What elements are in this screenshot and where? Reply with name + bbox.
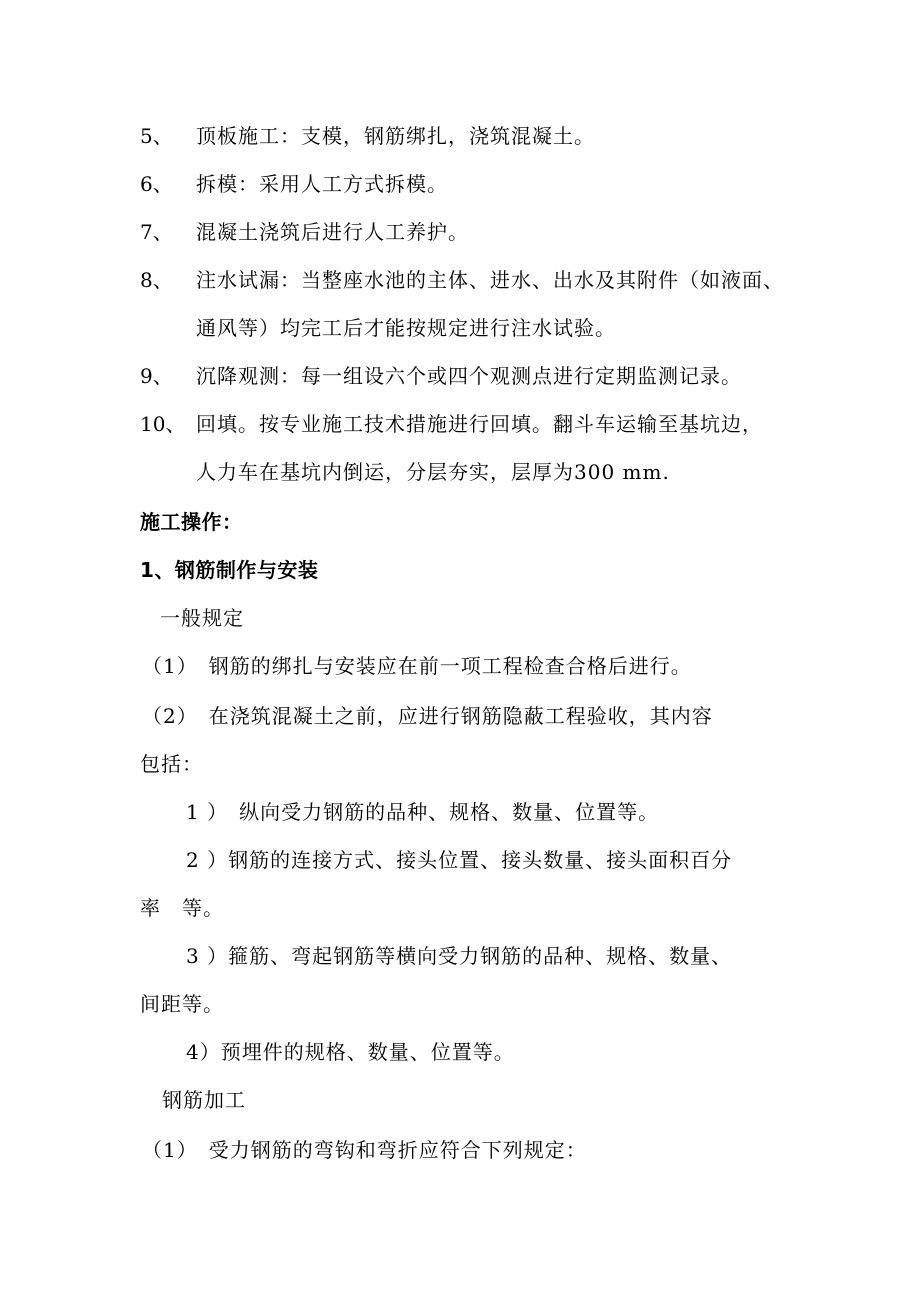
step-6-text: 拆模：采用人工方式拆模。 <box>196 172 448 196</box>
sub-item-3: 3 ）箍筋、弯起钢筋等横向受力钢筋的品种、规格、数量、 <box>186 944 733 968</box>
step-5-text: 顶板施工：支模，钢筋绑扎，浇筑混凝土。 <box>196 124 595 148</box>
subheading-general-rules: 一般规定 <box>160 606 244 630</box>
step-10-text: 回填。按专业施工技术措施进行回填。翻斗车运输至基坑边， <box>196 412 763 436</box>
general-item-1: （1） 钢筋的绑扎与安装应在前一项工程检查合格后进行。 <box>142 654 692 678</box>
step-7-number: 7、 <box>140 220 173 244</box>
step-8-number: 8、 <box>140 268 173 292</box>
step-8-text: 注水试漏：当整座水池的主体、进水、出水及其附件（如液面、 <box>196 268 784 292</box>
processing-item-1: （1） 受力钢筋的弯钩和弯折应符合下列规定： <box>142 1138 587 1162</box>
step-9-number: 9、 <box>140 364 173 388</box>
step-8-continuation: 通风等）均完工后才能按规定进行注水试验。 <box>196 316 616 340</box>
sub-item-3-continuation: 间距等。 <box>140 992 224 1016</box>
subheading-rebar-processing: 钢筋加工 <box>162 1088 246 1112</box>
step-7-text: 混凝土浇筑后进行人工养护。 <box>196 220 469 244</box>
sub-item-2: 2 ）钢筋的连接方式、接头位置、接头数量、接头面积百分 <box>186 848 733 872</box>
step-5-number: 5、 <box>140 124 173 148</box>
step-9-text: 沉降观测：每一组设六个或四个观测点进行定期监测记录。 <box>196 364 742 388</box>
sub-item-4: 4）预埋件的规格、数量、位置等。 <box>186 1040 515 1064</box>
general-item-2-continuation: 包括： <box>140 752 203 776</box>
sub-item-1: 1 ） 纵向受力钢筋的品种、规格、数量、位置等。 <box>186 800 660 824</box>
section-heading-operations: 施工操作： <box>140 510 243 534</box>
step-10-continuation: 人力车在基坑内倒运，分层夯实，层厚为300 mm. <box>196 460 670 484</box>
sub-item-2-continuation: 率 等。 <box>140 896 224 920</box>
general-item-2: （2） 在浇筑混凝土之前，应进行钢筋隐蔽工程验收，其内容 <box>142 704 713 728</box>
step-10-number: 10、 <box>140 412 186 436</box>
section-heading-rebar: 1、钢筋制作与安装 <box>140 558 319 582</box>
step-6-number: 6、 <box>140 172 173 196</box>
